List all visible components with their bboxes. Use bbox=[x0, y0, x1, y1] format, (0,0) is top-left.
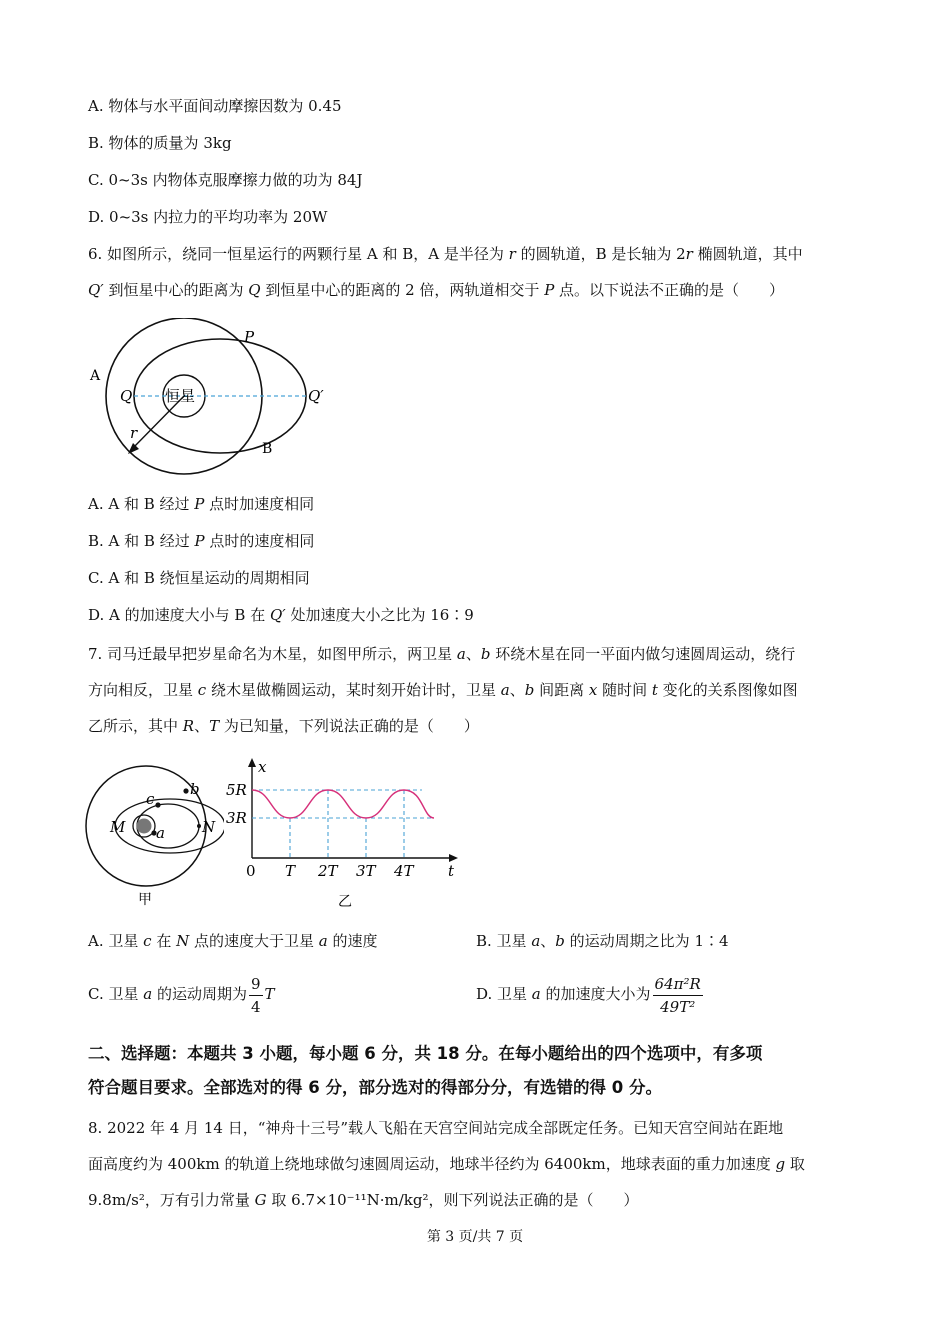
star-label: 恒星 bbox=[165, 387, 196, 405]
q6-stem: 6. 如图所示，绕同一恒星运行的两颗行星 A 和 B，A 是半径为 r 的圆轨道，B 是长轴为 2r 椭圆轨道，其中 Q′ 到恒星中心的距离为 Q 到恒星中心的距离的 2 倍，两轨道相交于 P 点。以下说法不正确的是（ ） bbox=[88, 245, 803, 299]
q5-option-b: B. 物体的质量为 3kg bbox=[88, 134, 232, 152]
point-n-dot bbox=[197, 824, 201, 828]
distance-curve bbox=[252, 790, 434, 818]
q6-option-a: A. A 和 B 经过 P 点时加速度相同 bbox=[88, 495, 315, 513]
point-q-label: Q bbox=[120, 387, 133, 405]
page-footer: 第 3 页/共 7 页 bbox=[426, 1229, 524, 1245]
q5-option-d: D. 0~3s 内拉力的平均功率为 20W bbox=[88, 208, 328, 226]
q7-option-c: C. 卫星 a 的运动周期为 $\frac{9}{4}$ T bbox=[88, 974, 275, 1016]
q6-option-d: D. A 的加速度大小与 B 在 Q′ 处加速度大小之比为 16∶9 bbox=[88, 606, 474, 624]
q5-option-a: A. 物体与水平面间动摩擦因数为 0.45 bbox=[88, 97, 342, 115]
fraction-accel: $\frac{\text{64π²R}}{\text{49T²}}$ bbox=[654, 974, 701, 1016]
x-axis-arrow bbox=[449, 854, 458, 862]
q7-option-b: B. 卫星 a、b 的运动周期之比为 1∶4 bbox=[476, 932, 729, 950]
orbit-b-label: B bbox=[262, 441, 273, 457]
y-axis-arrow bbox=[248, 758, 256, 767]
caption-jia: 甲 bbox=[138, 892, 152, 908]
tick-4t: 4T bbox=[394, 862, 414, 880]
q7-option-d: D. 卫星 a 的加速度大小为 $\frac{\text{64π²R}}{\text{49T²}}$ bbox=[476, 974, 701, 1016]
q6-option-c: C. A 和 B 绕恒星运动的周期相同 bbox=[88, 569, 310, 587]
point-p-label: P bbox=[244, 328, 255, 346]
axis-label-t: t bbox=[448, 862, 455, 880]
satellite-c-dot bbox=[155, 802, 160, 807]
label-n: N bbox=[202, 818, 216, 836]
q6-option-b: B. A 和 B 经过 P 点时的速度相同 bbox=[88, 532, 315, 550]
q7-option-a: A. 卫星 c 在 N 点的速度大于卫星 a 的速度 bbox=[88, 932, 378, 950]
fraction-9-4: $\frac{9}{4}$ bbox=[250, 974, 261, 1016]
label-b: b bbox=[190, 780, 200, 798]
q8-stem: 8. 2022 年 4 月 14 日，“神舟十三号”载人飞船在天宫空间站完成全部既定任务。已知天宫空间站在距地 面高度约为 400km 的轨道上绕地球做匀速圆周运动，地球半径约为 6400km，地球表面的重力加速度 g 取 9.8m/s²，万有引力常量 G 取 6.7×10⁻¹¹N·m/kg²，则下列说法正确的是（ ） bbox=[88, 1119, 805, 1209]
caption-yi: 乙 bbox=[338, 894, 352, 910]
jupiter bbox=[137, 819, 152, 834]
q7-stem: 7. 司马迁最早把岁星命名为木星，如图甲所示，两卫星 a、b 环绕木星在同一平面内做匀速圆周运动，绕行 方向相反，卫星 c 绕木星做椭圆运动，某时刻开始计时，卫星 a、b 间距离 x 随时间 t 变化的关系图像如图 乙所示，其中 R、T 为已知量，下列说法正确的是（ ） bbox=[88, 645, 798, 735]
section2-heading: 二、选择题：本题共 3 小题，每小题 6 分，共 18 分。在每小题给出的四个选项中，有多项 符合题目要求。全部选对的得 6 分，部分选对的得部分分，有选错的得 0 分。 bbox=[88, 1044, 763, 1097]
point-qp-label: Q′ bbox=[308, 387, 324, 405]
radius-label: r bbox=[130, 424, 138, 442]
axis-label-x: x bbox=[258, 758, 267, 776]
label-m: M bbox=[110, 818, 126, 836]
label-a: a bbox=[156, 824, 165, 842]
radius-arrowhead bbox=[128, 443, 139, 454]
q7-figure-jia bbox=[84, 764, 224, 914]
label-c: c bbox=[146, 790, 155, 808]
tick-5r: 5R bbox=[226, 781, 247, 799]
origin-label: 0 bbox=[246, 862, 256, 880]
orbit-a-label: A bbox=[90, 368, 101, 384]
q6-orbit-diagram bbox=[84, 318, 344, 494]
tick-2t: 2T bbox=[318, 862, 338, 880]
tick-3r: 3R bbox=[226, 809, 247, 827]
satellite-b-dot bbox=[183, 788, 188, 793]
tick-3t: 3T bbox=[356, 862, 376, 880]
tick-t: T bbox=[285, 862, 296, 880]
q7-figure-yi bbox=[222, 758, 472, 912]
q5-option-c: C. 0~3s 内物体克服摩擦力做的功为 84J bbox=[88, 171, 363, 189]
